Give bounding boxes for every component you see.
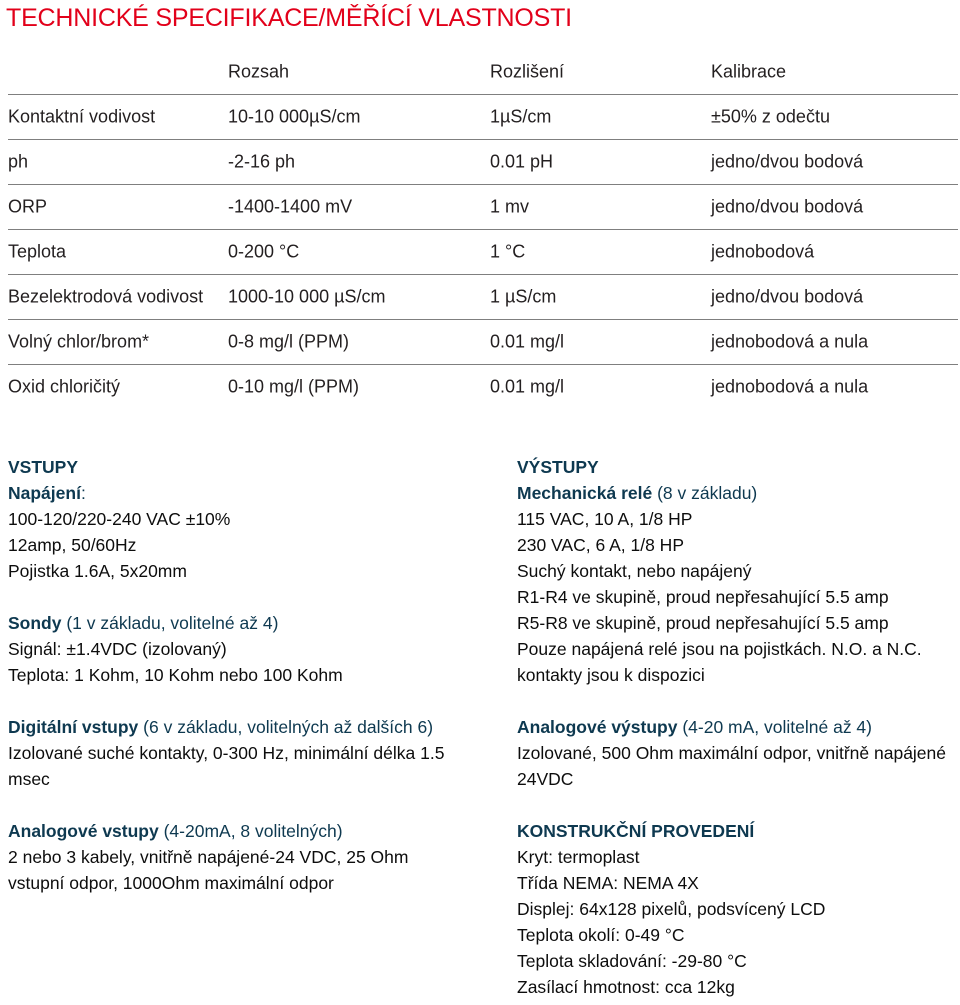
- row-calibration: jedno/dvou bodová: [711, 151, 864, 172]
- row-parameter: Bezelektrodová vodivost: [8, 286, 204, 307]
- row-range: 0-10 mg/l (PPM): [228, 376, 360, 397]
- row-resolution: 1 mv: [490, 196, 530, 217]
- probes-line: Signál: ±1.4VDC (izolovaný): [8, 639, 227, 659]
- power-line: 12amp, 50/60Hz: [8, 535, 137, 555]
- row-parameter: Teplota: [8, 241, 67, 262]
- table-row: [8, 274, 958, 319]
- power-line: 100-120/220-240 VAC ±10%: [8, 509, 231, 529]
- row-range: -1400-1400 mV: [228, 196, 353, 217]
- analog-inputs-text: 2 nebo 3 kabely, vnitřně napájené-24 VDC, 25 Ohm vstupní odpor, 1000Ohm maximální odpor: [8, 847, 409, 893]
- construction-heading: KONSTRUKČNÍ PROVEDENÍ: [517, 821, 755, 841]
- row-range: -2-16 ph: [228, 151, 296, 172]
- construction-line: Teplota okolí: 0-49 °C: [517, 925, 685, 945]
- row-resolution: 0.01 pH: [490, 151, 554, 172]
- row-calibration: jednobodová: [711, 241, 815, 262]
- row-resolution: 0.01 mg/l: [490, 376, 565, 397]
- analog-outputs-text: Izolované, 500 Ohm maximální odpor, vnitřně napájené 24VDC: [517, 743, 947, 789]
- spec-table: [8, 50, 958, 409]
- probes-label: Sondy: [8, 613, 62, 633]
- row-calibration: ±50% z odečtu: [711, 106, 830, 127]
- inputs-section: [8, 454, 448, 896]
- row-calibration: jednobodová a nula: [711, 331, 869, 352]
- table-row: [8, 139, 958, 184]
- relay-line: 115 VAC, 10 A, 1/8 HP: [517, 509, 693, 529]
- row-resolution: 1 °C: [490, 241, 526, 262]
- relay-label: Mechanická relé: [517, 483, 653, 503]
- analog-inputs-detail: (4-20mA, 8 volitelných): [158, 821, 343, 841]
- probes-line: Teplota: 1 Kohm, 10 Kohm nebo 100 Kohm: [8, 665, 343, 685]
- relay-line: Suchý kontakt, nebo napájený: [517, 561, 752, 581]
- row-resolution: 1 µS/cm: [490, 286, 557, 307]
- digital-inputs-label: Digitální vstupy: [8, 717, 139, 737]
- table-row: [8, 319, 958, 364]
- row-calibration: jedno/dvou bodová: [711, 196, 864, 217]
- row-calibration: jedno/dvou bodová: [711, 286, 864, 307]
- power-label: Napájení: [8, 483, 81, 503]
- relay-detail: (8 v základu): [652, 483, 758, 503]
- outputs-section: [517, 454, 957, 1000]
- row-calibration: jednobodová a nula: [711, 376, 869, 397]
- analog-inputs-heading: [8, 818, 448, 844]
- probes-detail: (1 v základu, volitelné až 4): [61, 613, 279, 633]
- column-header-calibration: Kalibrace: [711, 61, 787, 82]
- row-range: 1000-10 000 µS/cm: [228, 286, 386, 307]
- analog-outputs-heading: [517, 714, 957, 740]
- construction-line: Teplota skladování: -29-80 °C: [517, 951, 747, 971]
- analog-inputs-label: Analogové vstupy: [8, 821, 159, 841]
- relay-line: R1-R4 ve skupině, proud nepřesahující 5.5 amp: [517, 587, 889, 607]
- construction-line: Displej: 64x128 pixelů, podsvícený LCD: [517, 899, 826, 919]
- row-parameter: ph: [8, 151, 29, 172]
- page-title: TECHNICKÉ SPECIFIKACE/MĚŘÍCÍ VLASTNOSTI: [6, 4, 572, 32]
- column-header-resolution: Rozlišení: [490, 61, 565, 82]
- row-parameter: Volný chlor/brom*: [8, 331, 150, 352]
- row-resolution: 1µS/cm: [490, 106, 552, 127]
- power-line: Pojistka 1.6A, 5x20mm: [8, 561, 187, 581]
- analog-outputs-detail: (4-20 mA, volitelné až 4): [677, 717, 872, 737]
- digital-inputs-detail: (6 v základu, volitelných až dalších 6): [138, 717, 434, 737]
- power-heading: [8, 480, 448, 506]
- analog-outputs-label: Analogové výstupy: [517, 717, 678, 737]
- table-row: [8, 364, 958, 409]
- construction-line: Třída NEMA: NEMA 4X: [517, 873, 699, 893]
- row-parameter: ORP: [8, 196, 48, 217]
- row-resolution: 0.01 mg/l: [490, 331, 565, 352]
- column-header-range: Rozsah: [228, 61, 290, 82]
- digital-inputs-text: Izolované suché kontakty, 0-300 Hz, minimální délka 1.5 msec: [8, 743, 445, 789]
- table-row: [8, 229, 958, 274]
- table-header-row: [8, 50, 958, 94]
- construction-line: Zasílací hmotnost: cca 12kg: [517, 977, 735, 997]
- outputs-heading: VÝSTUPY: [517, 457, 599, 477]
- relay-note: Pouze napájená relé jsou na pojistkách. N.O. a N.C. kontakty jsou k dispozici: [517, 639, 922, 685]
- table-row: [8, 184, 958, 229]
- digital-inputs-heading: [8, 714, 448, 740]
- row-parameter: Oxid chloričitý: [8, 376, 121, 397]
- relay-line: 230 VAC, 6 A, 1/8 HP: [517, 535, 684, 555]
- row-range: 0-8 mg/l (PPM): [228, 331, 350, 352]
- relay-heading: [517, 480, 957, 506]
- row-parameter: Kontaktní vodivost: [8, 106, 156, 127]
- table-row: [8, 94, 958, 139]
- row-range: 10-10 000µS/cm: [228, 106, 361, 127]
- probes-heading: [8, 610, 448, 636]
- inputs-heading: VSTUPY: [8, 457, 79, 477]
- relay-line: R5-R8 ve skupině, proud nepřesahující 5.5 amp: [517, 613, 889, 633]
- power-suffix: :: [80, 483, 86, 503]
- row-range: 0-200 °C: [228, 241, 300, 262]
- construction-line: Kryt: termoplast: [517, 847, 640, 867]
